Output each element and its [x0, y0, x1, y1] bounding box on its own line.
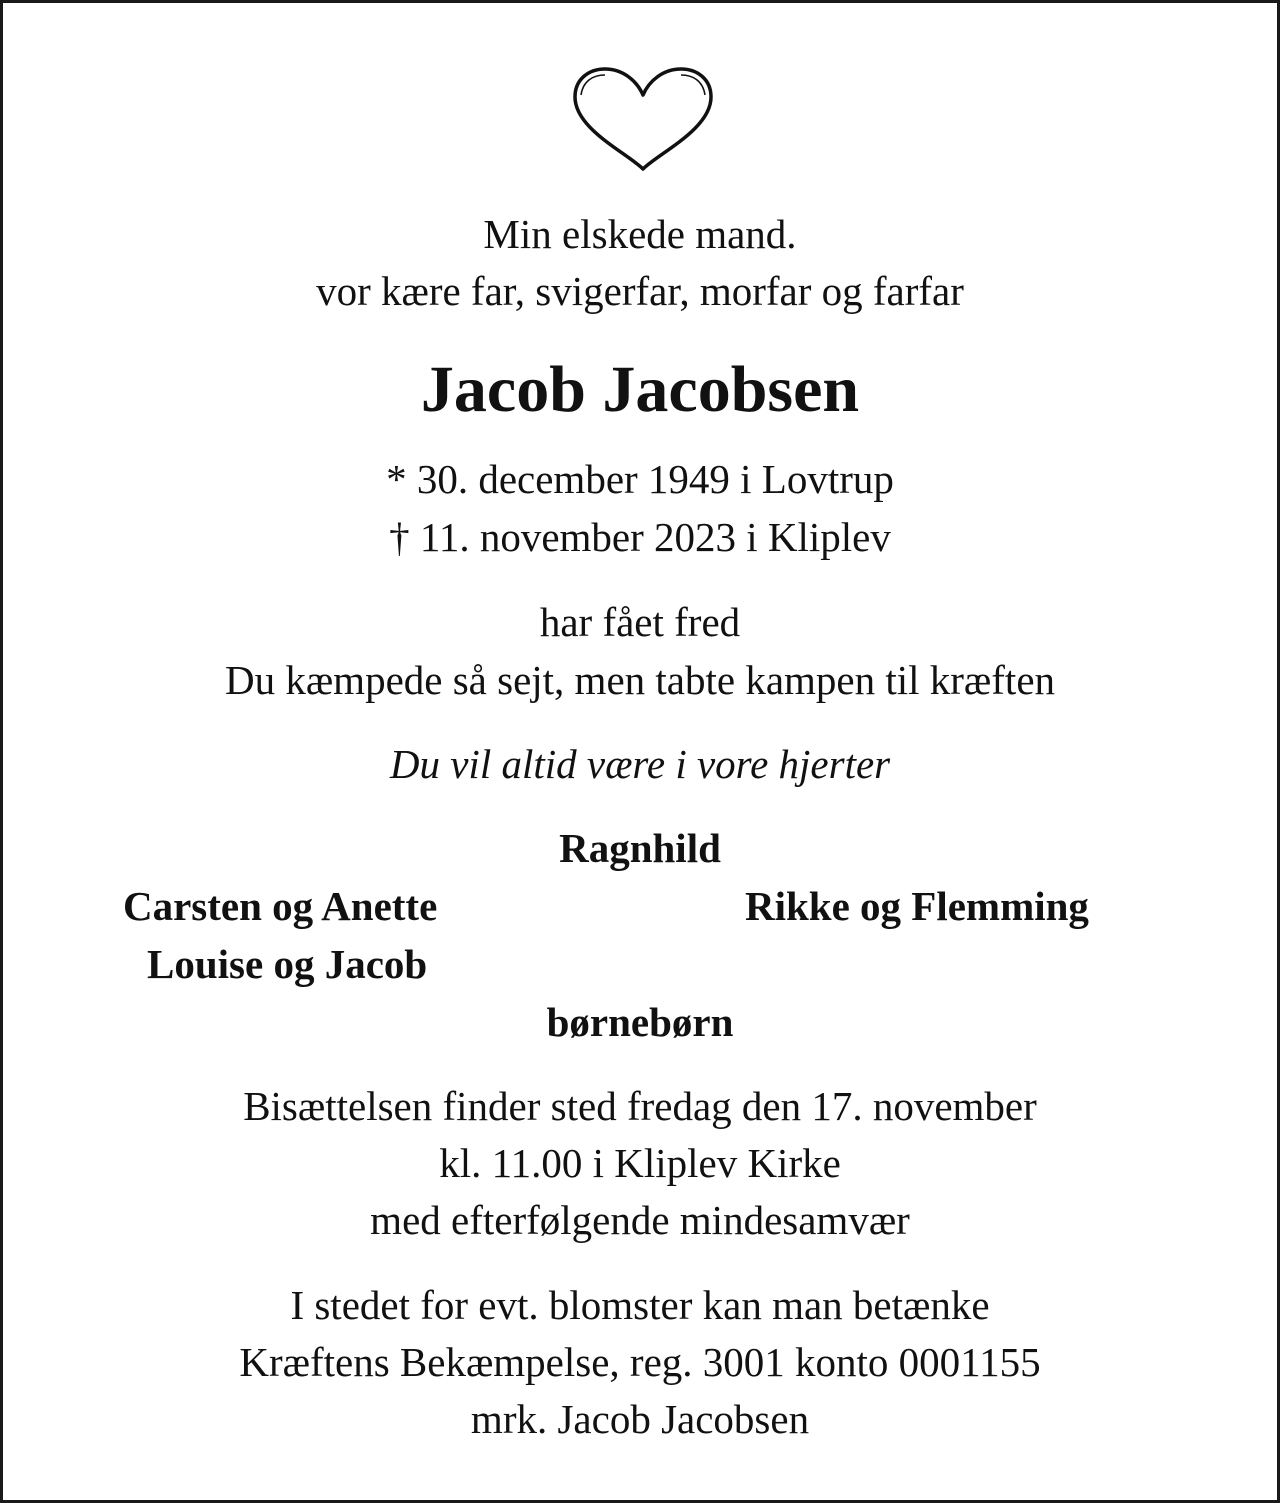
donation-line-1: I stedet for evt. blomster kan man betænke	[290, 1282, 990, 1328]
epitaph: Du vil altid være i vore hjerter	[389, 741, 891, 787]
donation-line-2: Kræftens Bekæmpelse, reg. 3001 konto 0001155	[239, 1339, 1041, 1385]
death-date: † 11. november 2023 i Kliplev	[389, 514, 891, 560]
birth-date: * 30. december 1949 i Lovtrup	[386, 456, 894, 502]
service-line-3: med efterfølgende mindesamvær	[370, 1197, 910, 1243]
service-line-1: Bisættelsen finder sted fredag den 17. november	[243, 1083, 1037, 1129]
intro-line-2: vor kære far, svigerfar, morfar og farfar	[316, 268, 964, 314]
spouse-name: Ragnhild	[559, 825, 721, 871]
grandchildren-label: børnebørn	[546, 999, 734, 1045]
message-line-2: Du kæmpede så sejt, men tabte kampen til kræften	[224, 657, 1056, 703]
deceased-name: Jacob Jacobsen	[420, 353, 860, 426]
message-line-1: har fået fred	[539, 599, 741, 645]
donation-line-3: mrk. Jacob Jacobsen	[470, 1396, 810, 1442]
service-line-2: kl. 11.00 i Kliplev Kirke	[439, 1140, 841, 1186]
child-couple-right: Rikke og Flemming	[745, 883, 1089, 929]
intro-line-1: Min elskede mand.	[483, 211, 797, 257]
grandchild-couple: Louise og Jacob	[147, 941, 428, 987]
heart-outline-icon	[567, 65, 719, 175]
child-couple-left: Carsten og Anette	[123, 883, 438, 929]
